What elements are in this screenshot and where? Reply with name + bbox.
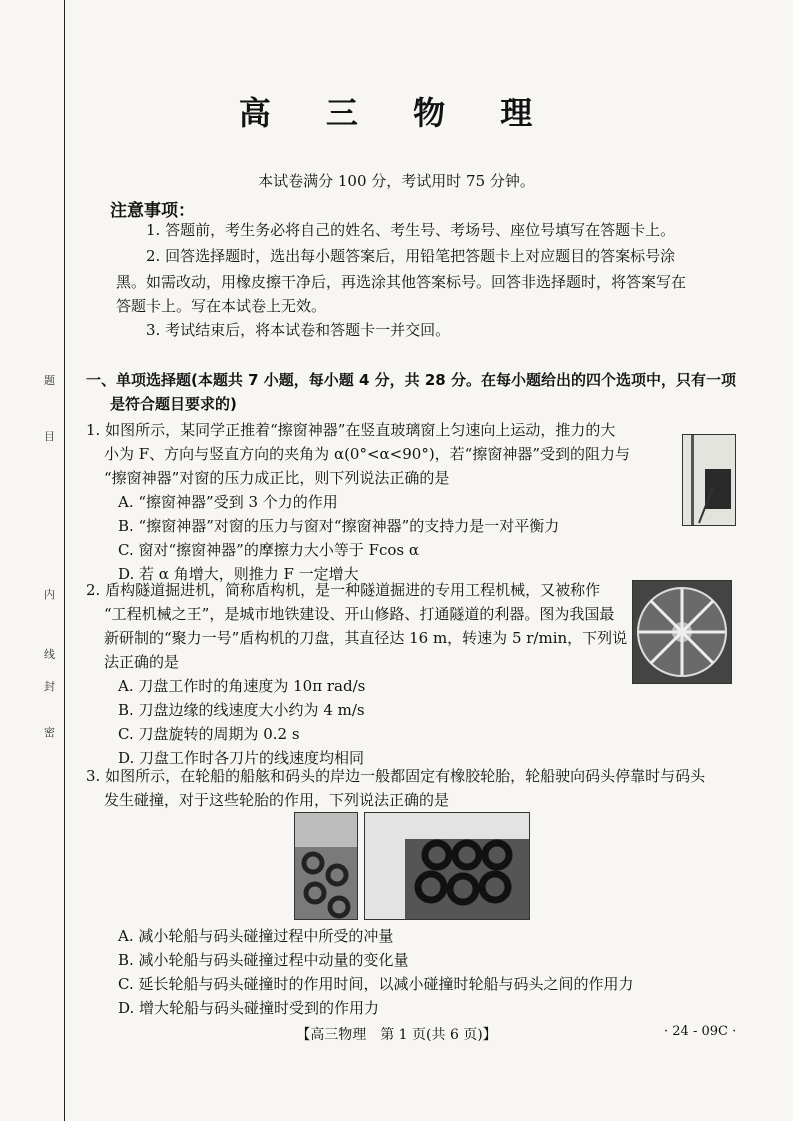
section-heading: 一、单项选择题(本题共 7 小题，每小题 4 分，共 28 分。在每小题给出的四个选项中，只有一项 <box>86 371 736 389</box>
page-footer: 【高三物理 第 1 页(共 6 页)】 <box>296 1027 497 1043</box>
option: A. 刀盘工作时的角速度为 10π rad/s <box>118 677 366 695</box>
option: C. 延长轮船与码头碰撞时的作用时间，以减小碰撞时轮船与码头之间的作用力 <box>118 975 634 993</box>
notice-item: 黑。如需改动，用橡皮擦干净后，再选涂其他答案标号。回答非选择题时，将答案写在 <box>116 273 687 291</box>
question-stem: 发生碰撞，对于这些轮胎的作用，下列说法正确的是 <box>104 791 450 809</box>
option: B. 减小轮船与码头碰撞过程中动量的变化量 <box>118 951 409 969</box>
page-title: 高 三 物 理 <box>238 94 555 132</box>
option: B. 刀盘边缘的线速度大小约为 4 m/s <box>118 701 365 719</box>
option: B. “擦窗神器”对窗的压力与窗对“擦窗神器”的支持力是一对平衡力 <box>118 517 560 535</box>
notice-heading: 注意事项： <box>110 201 195 221</box>
binding-label: 密 <box>44 726 55 739</box>
tire-fender-photo-left <box>294 812 358 920</box>
cutterhead-drawing <box>633 581 731 683</box>
exam-code: · 24 - 09C · <box>664 1024 737 1039</box>
question-stem: 2. 盾构隧道掘进机，简称盾构机，是一种隧道掘进的专用工程机械，又被称作 <box>86 581 601 599</box>
binding-label: 内 <box>44 588 55 601</box>
tire-fender-photo-right <box>364 812 530 920</box>
cutterhead-photo <box>632 580 732 684</box>
option: D. 刀盘工作时各刀片的线速度均相同 <box>118 749 365 767</box>
question-stem: 新研制的“聚力一号”盾构机的刀盘，其直径达 16 m，转速为 5 r/min，下列说 <box>104 629 628 647</box>
option: D. 增大轮船与码头碰撞时受到的作用力 <box>118 999 380 1017</box>
exam-info: 本试卷满分 100 分，考试用时 75 分钟。 <box>258 172 535 190</box>
question-stem: 1. 如图所示，某同学正推着“擦窗神器”在竖直玻璃窗上匀速向上运动，推力的大 <box>86 421 616 439</box>
notice-item: 1. 答题前，考生务必将自己的姓名、考生号、考场号、座位号填写在答题卡上。 <box>146 221 676 239</box>
question-stem: “擦窗神器”对窗的压力成正比，则下列说法正确的是 <box>104 469 450 487</box>
question-stem: 3. 如图所示，在轮船的船舷和码头的岸边一般都固定有橡胶轮胎，轮船驶向码头停靠时与码头 <box>86 767 706 785</box>
option: A. 减小轮船与码头碰撞过程中所受的冲量 <box>118 927 394 945</box>
window-cleaner-drawing <box>683 435 735 525</box>
binding-label: 目 <box>44 430 55 443</box>
binding-label: 线 <box>44 648 55 661</box>
option: D. 若 α 角增大，则推力 F 一定增大 <box>118 565 359 583</box>
tire-fender-drawing <box>365 813 529 919</box>
notice-item: 3. 考试结束后，将本试卷和答题卡一并交回。 <box>146 321 451 339</box>
notice-item: 答题卡上。写在本试卷上无效。 <box>116 297 327 315</box>
section-heading-cont: 是符合题目要求的) <box>110 395 237 413</box>
option: A. “擦窗神器”受到 3 个力的作用 <box>118 493 338 511</box>
option: C. 刀盘旋转的周期为 0.2 s <box>118 725 300 743</box>
notice-item: 2. 回答选择题时，选出每小题答案后，用铅笔把答题卡上对应题目的答案标号涂 <box>146 247 676 265</box>
option: C. 窗对“擦窗神器”的摩擦力大小等于 Fcos α <box>118 541 420 559</box>
question-stem: 法正确的是 <box>104 653 180 671</box>
binding-line <box>64 0 65 1121</box>
binding-label: 封 <box>44 680 55 693</box>
binding-label: 题 <box>44 374 55 387</box>
question-stem: 小为 F、方向与竖直方向的夹角为 α(0°<α<90°)，若“擦窗神器”受到的阻力与 <box>104 445 631 463</box>
question-stem: “工程机械之王”，是城市地铁建设、开山修路、打通隧道的利器。图为我国最 <box>104 605 615 623</box>
window-cleaner-photo <box>682 434 736 526</box>
tire-fender-drawing <box>295 813 357 919</box>
